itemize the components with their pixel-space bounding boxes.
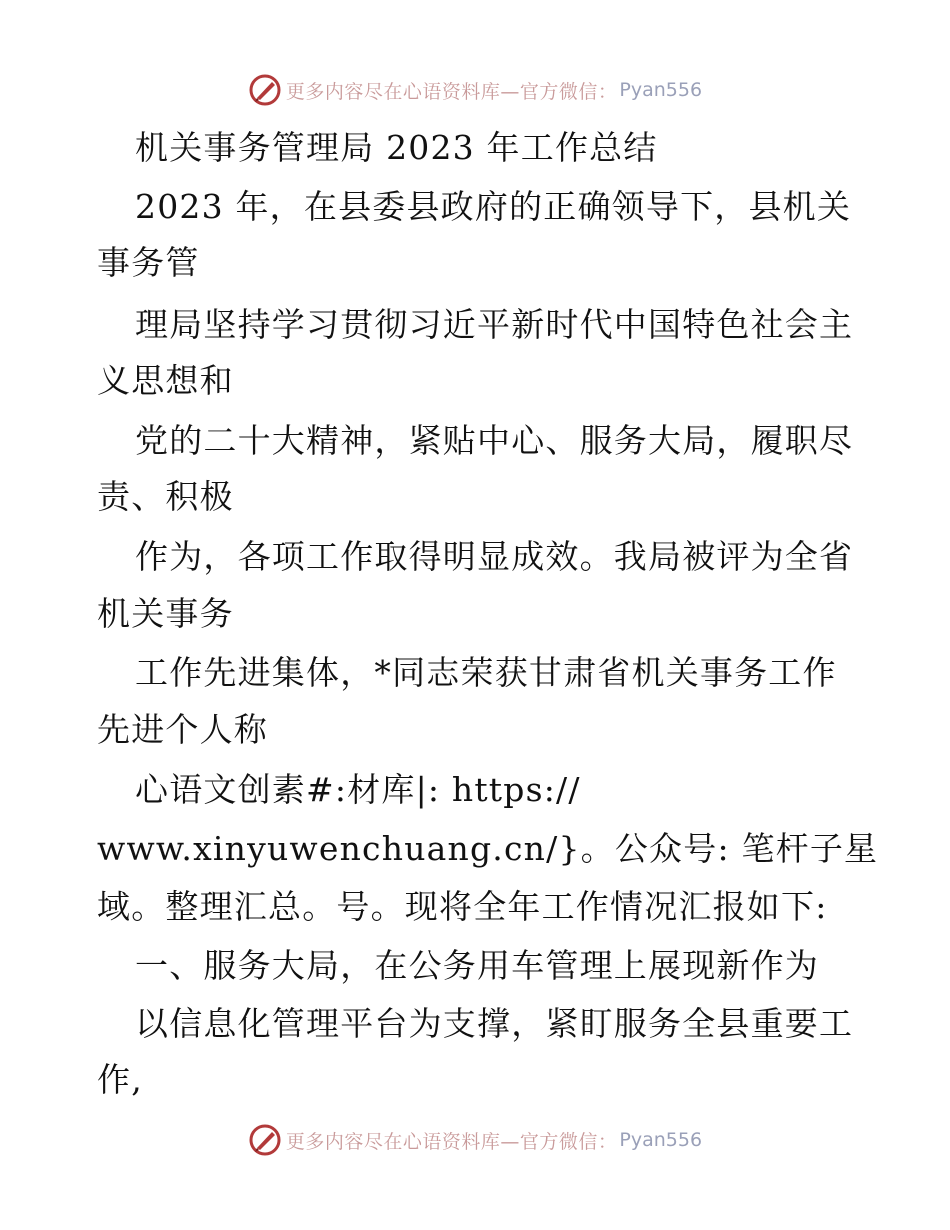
watermark-wechat-id: Pyan556 [619,1129,703,1151]
paragraph-line: 责、积极 [97,477,234,516]
paragraph-line: 工作先进集体，*同志荣获甘肃省机关事务工作 [135,653,837,692]
paragraph-line: www.xinyuwenchuang.cn/}。公众号: 笔杆子星 [97,829,879,868]
watermark-text: 更多内容尽在心语资料库—官方微信： [285,80,618,103]
paragraph-line: 域。整理汇总。号。现将全年工作情况汇报如下: [97,887,828,926]
paragraph-line: 先进个人称 [97,710,268,749]
paragraph-line: 理局坚持学习贯彻习近平新时代中国特色社会主 [135,305,854,344]
document-title: 机关事务管理局 2023 年工作总结 [135,128,658,167]
paragraph-line: 义思想和 [97,361,234,400]
watermark-text: 更多内容尽在心语资料库—官方微信： [285,1130,618,1153]
bottom-watermark-banner [0,1120,950,1160]
paragraph-line: 党的二十大精神，紧贴中心、服务大局，履职尽 [135,421,854,460]
paragraph-line: 以信息化管理平台为支撑，紧盯服务全县重要工 [135,1004,854,1043]
watermark-wechat-id: Pyan556 [619,79,703,101]
paragraph-line: 事务管 [97,243,200,282]
quill-pen-logo-icon [248,1123,282,1157]
paragraph-line: 机关事务 [97,594,234,633]
paragraph-line: 心语文创素#:材库|: https:// [135,770,581,809]
section-heading: 一、服务大局，在公务用车管理上展现新作为 [135,946,819,985]
paragraph-line: 作为，各项工作取得明显成效。我局被评为全省 [135,537,854,576]
paragraph-line: 作, [97,1060,143,1099]
paragraph-line: 2023 年，在县委县政府的正确领导下，县机关 [135,187,852,226]
